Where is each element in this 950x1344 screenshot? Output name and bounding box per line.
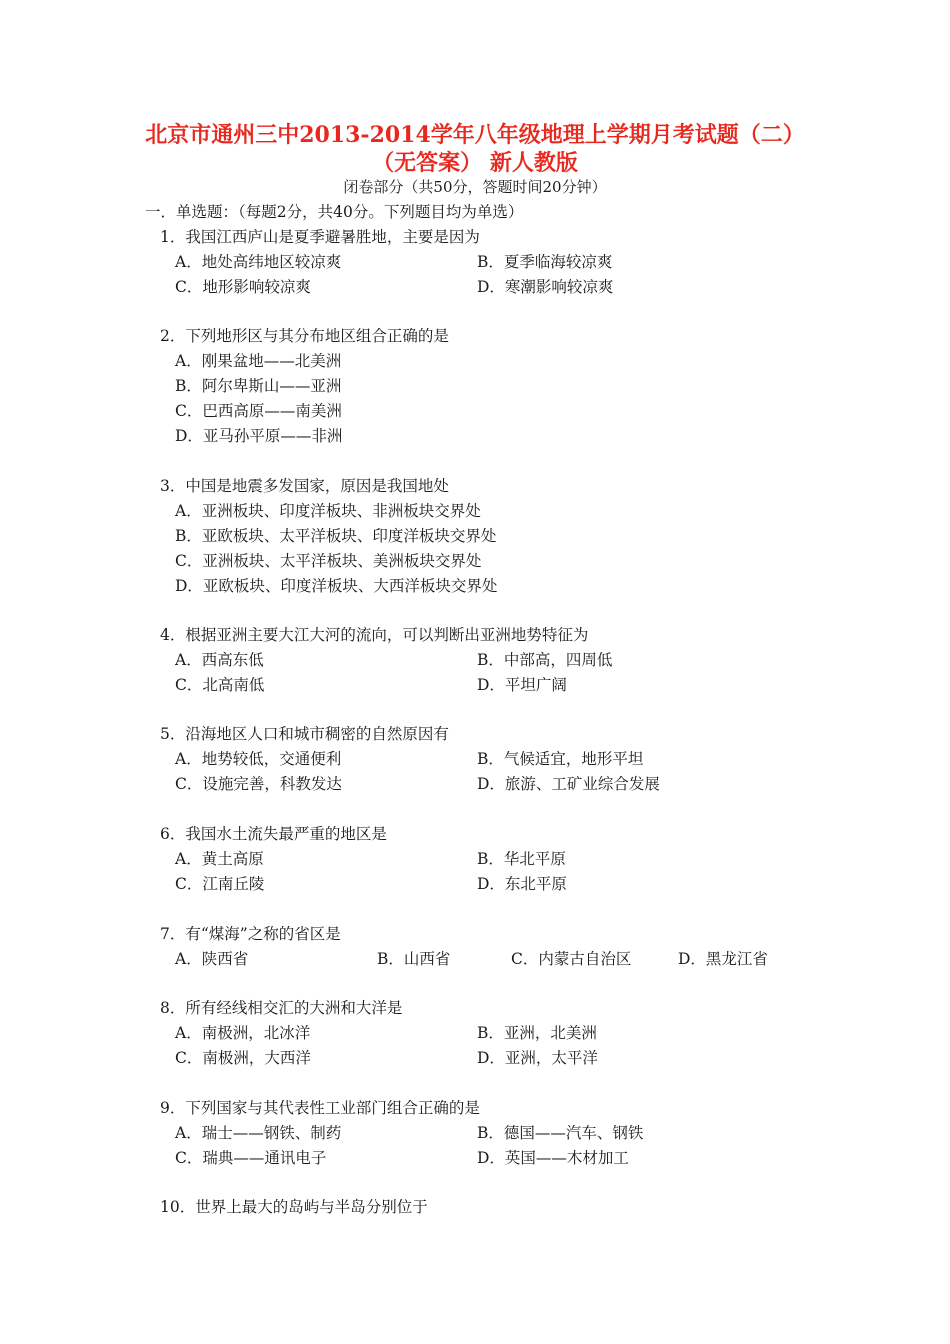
- question-stem: 1．我国江西庐山是夏季避暑胜地，主要是因为: [160, 228, 480, 246]
- answer-option: B．阿尔卑斯山——亚洲: [175, 377, 342, 395]
- answer-option: D．平坦广阔: [477, 676, 567, 694]
- answer-option: A．地势较低，交通便利: [175, 750, 342, 768]
- question-stem: 6．我国水土流失最严重的地区是: [160, 825, 387, 843]
- answer-option: D．英国——木材加工: [477, 1149, 629, 1167]
- answer-option: A．地处高纬地区较凉爽: [175, 253, 342, 271]
- answer-option: D．旅游、工矿业综合发展: [477, 775, 660, 793]
- answer-option: C．北高南低: [175, 676, 265, 694]
- answer-option: D．亚欧板块、印度洋板块、大西洋板块交界处: [175, 577, 498, 595]
- document-title: 北京市通州三中2013-2014学年八年级地理上学期月考试题（二）: [145, 122, 805, 148]
- section-heading: 一．单选题：（每题2分，共40分。下列题目均为单选）: [145, 203, 524, 221]
- document-subtitle: 闭卷部分（共50分，答题时间20分钟）: [343, 178, 607, 196]
- answer-option: C．亚洲板块、太平洋板块、美洲板块交界处: [175, 552, 482, 570]
- answer-option: A．南极洲，北冰洋: [175, 1024, 311, 1042]
- answer-option: D．寒潮影响较凉爽: [477, 278, 614, 296]
- answer-option: B．德国——汽车、钢铁: [477, 1124, 644, 1142]
- answer-option: C．设施完善，科教发达: [175, 775, 342, 793]
- question-stem: 5．沿海地区人口和城市稠密的自然原因有: [160, 725, 449, 743]
- answer-option: B．气候适宜，地形平坦: [477, 750, 644, 768]
- answer-option: D．亚洲，太平洋: [477, 1049, 598, 1067]
- answer-option: B．夏季临海较凉爽: [477, 253, 613, 271]
- answer-option: D．亚马孙平原——非洲: [175, 427, 343, 445]
- answer-option: C．巴西高原——南美洲: [175, 402, 342, 420]
- answer-option: C．江南丘陵: [175, 875, 265, 893]
- answer-option: A．西高东低: [175, 651, 264, 669]
- answer-option: A．黄土高原: [175, 850, 264, 868]
- answer-option: B．山西省: [377, 950, 451, 968]
- answer-option: B．中部高，四周低: [477, 651, 613, 669]
- answer-option: A．陕西省: [175, 950, 249, 968]
- answer-option: B．亚欧板块、太平洋板块、印度洋板块交界处: [175, 527, 497, 545]
- question-stem: 8．所有经线相交汇的大洲和大洋是: [160, 999, 403, 1017]
- answer-option: B．华北平原: [477, 850, 566, 868]
- answer-option: C．内蒙古自治区: [511, 950, 632, 968]
- answer-option: C．南极洲，大西洋: [175, 1049, 311, 1067]
- document-title-line2: （无答案） 新人教版: [372, 150, 578, 176]
- question-stem: 7．有“煤海”之称的省区是: [160, 925, 341, 943]
- question-stem: 3．中国是地震多发国家，原因是我国地处: [160, 477, 449, 495]
- question-stem: 2．下列地形区与其分布地区组合正确的是: [160, 327, 449, 345]
- answer-option: B．亚洲，北美洲: [477, 1024, 597, 1042]
- question-stem: 9．下列国家与其代表性工业部门组合正确的是: [160, 1099, 480, 1117]
- answer-option: C．瑞典——通讯电子: [175, 1149, 327, 1167]
- question-stem: 10．世界上最大的岛屿与半岛分别位于: [160, 1198, 428, 1216]
- answer-option: A．亚洲板块、印度洋板块、非洲板块交界处: [175, 502, 481, 520]
- answer-option: D．黑龙江省: [678, 950, 768, 968]
- answer-option: A．刚果盆地——北美洲: [175, 352, 342, 370]
- answer-option: C．地形影响较凉爽: [175, 278, 311, 296]
- question-stem: 4．根据亚洲主要大江大河的流向，可以判断出亚洲地势特征为: [160, 626, 589, 644]
- answer-option: D．东北平原: [477, 875, 567, 893]
- answer-option: A．瑞士——钢铁、制药: [175, 1124, 342, 1142]
